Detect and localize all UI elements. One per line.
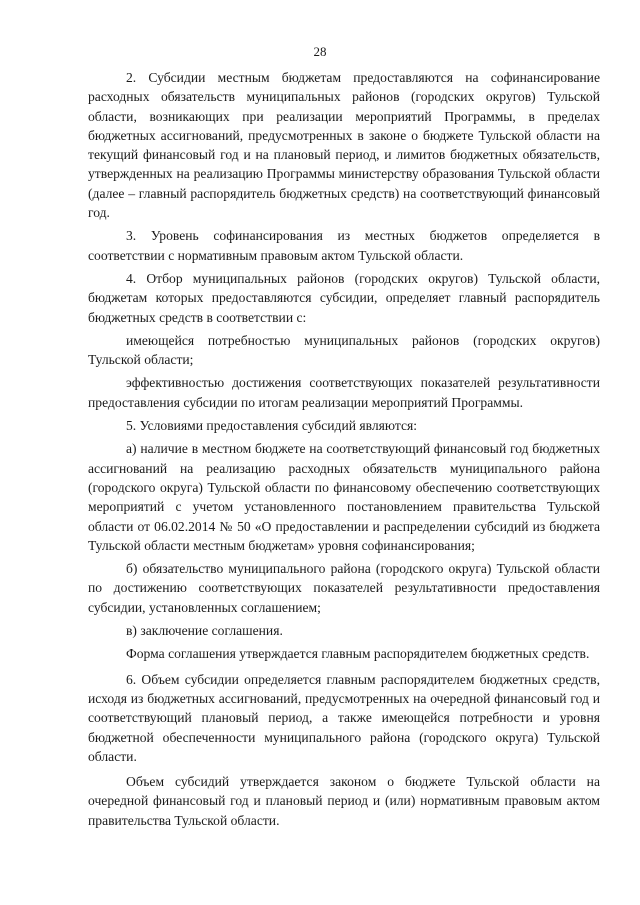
paragraph-5-item-a: а) наличие в местном бюджете на соответствующий финансовый год бюджетных ассигнований на реализацию расходных обязательств муниципального района (городского округа) Тульской области по финансовому обеспечению соответствующих мероприятий с учетом установленного постановлением правительства Тульской области от 06.02.2014 № 50 «О предоставлении и распределении субсидий из бюджета Тульской области местным бюджетам» уровня софинансирования; bbox=[88, 441, 600, 553]
paragraph-4-item-efficiency: эффективностью достижения соответствующих показателей результативности предоставления субсидии по итогам реализации мероприятий Программы. bbox=[88, 375, 600, 410]
paragraph-subsidy-volume: Объем субсидий утверждается законом о бюджете Тульской области на очередной финансовый год и плановый период и (или) нормативным правовым актом правительства Тульской области. bbox=[88, 774, 600, 828]
paragraph-4-item-need: имеющейся потребностью муниципальных районов (городских округов) Тульской области; bbox=[88, 332, 600, 368]
paragraph-5-item-c: в) заключение соглашения. bbox=[126, 623, 283, 639]
document-body bbox=[88, 68, 600, 834]
paragraph-4: 4. Отбор муниципальных районов (городских округов) Тульской области, бюджетам которых предоставляются субсидии, определяет главный распорядитель бюджетных средств в соответствии с: bbox=[88, 270, 600, 325]
paragraph-5-item-b: б) обязательство муниципального района (городского округа) Тульской области по достижению соответствующих показателей результативности предоставления субсидии, установленных соглашением; bbox=[88, 561, 600, 615]
paragraph-3: 3. Уровень софинансирования из местных бюджетов определяется в соответствии с нормативным правовым актом Тульской области. bbox=[88, 228, 600, 263]
page-number: 28 bbox=[313, 44, 327, 59]
paragraph-5: 5. Условиями предоставления субсидий являются: bbox=[126, 418, 418, 434]
paragraph-agreement-form: Форма соглашения утверждается главным распорядителем бюджетных средств. bbox=[126, 646, 590, 662]
paragraph-2: 2. Субсидии местным бюджетам предоставляются на софинансирование расходных обязательств муниципальных районов (городских округов) Тульской области, возникающих при реализации мероприятий Программы, в пределах бюджетных ассигнований, предусмотренных в законе о бюджете Тульской области на текущий финансовый год и на плановый период, и лимитов бюджетных обязательств, утвержденных на реализацию Программы министерству образования Тульской области (далее – главный распорядитель бюджетных средств) на соответствующий финансовый год. bbox=[88, 70, 600, 221]
paragraph-6: 6. Объем субсидии определяется главным распорядителем бюджетных средств, исходя из бюджетных ассигнований, предусмотренных на очередной финансовый год и соответствующий плановый период, а также имеющейся потребности и уровня бюджетной обеспеченности муниципального района (городского округа) Тульской области. bbox=[88, 671, 600, 764]
